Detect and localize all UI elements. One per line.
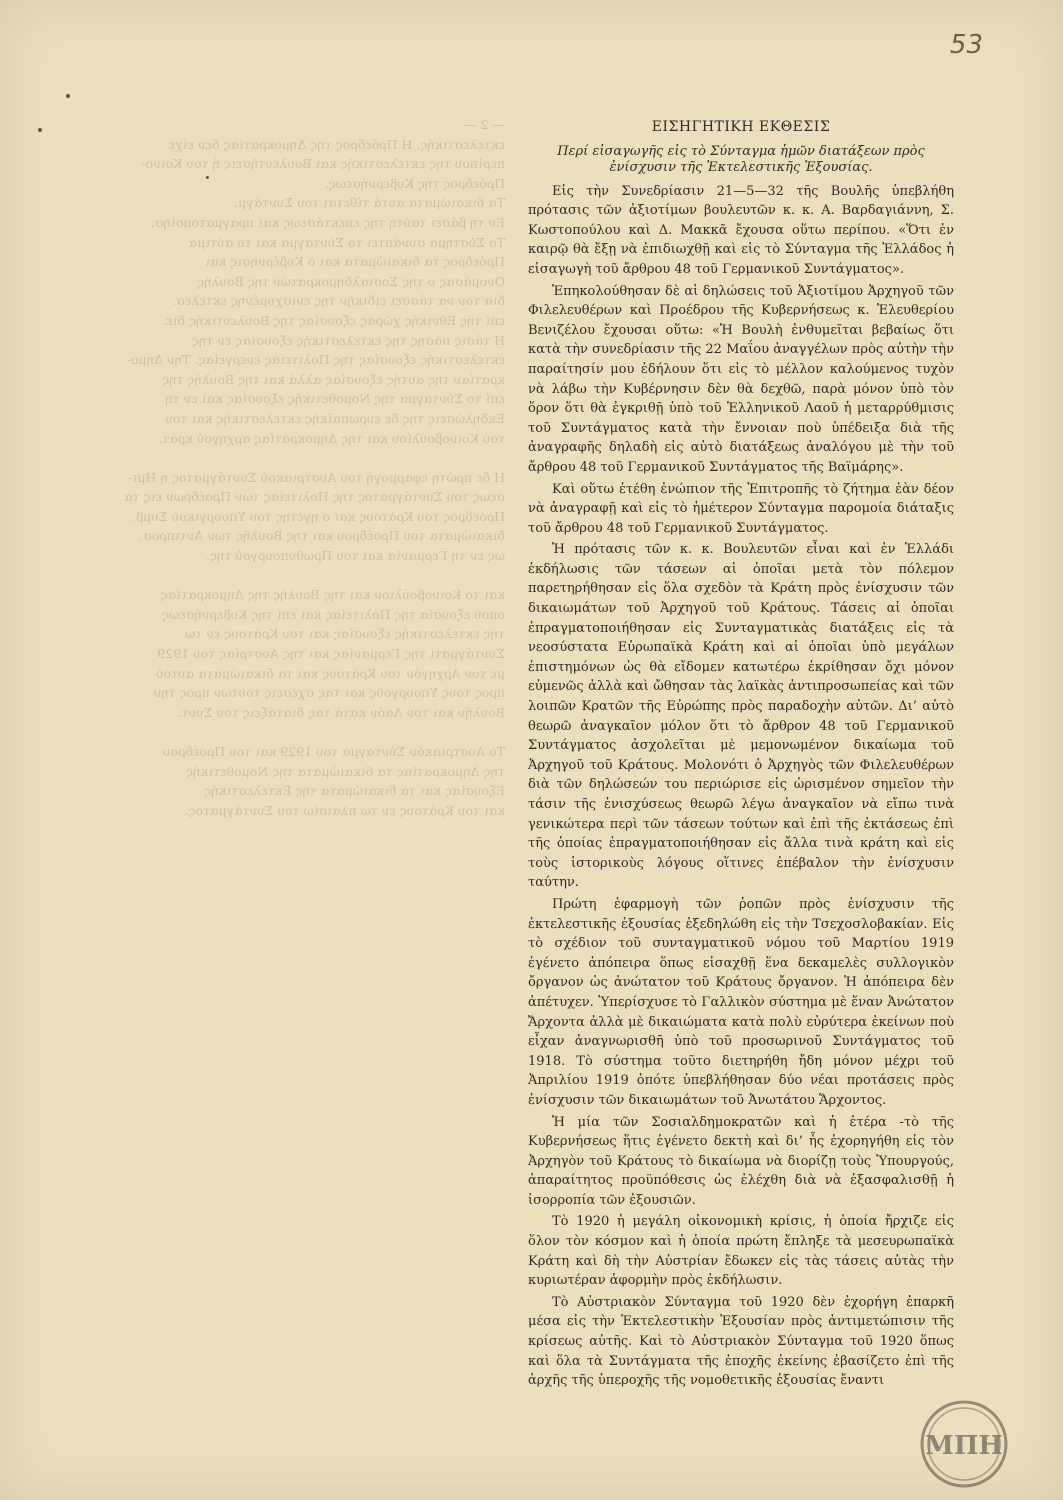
document-subtitle [528, 144, 954, 176]
paragraph: Εἰς τὴν Συνεδρίασιν 21—5—32 τῆς Βουλῆς ὑπεβλήθη πρότασις τῶν ἀξιοτίμων βουλευτῶν κ. κ. Α. Βαρδαγιάννη, Σ. Κωστοπούλου καὶ Δ. Μακκᾶ ἔχουσα οὕτω περίπου. «Ὅτι ἐν καιρῷ θὰ ἔξῃ νὰ ἐπιδιωχθῇ καὶ εἰς τὸ Σύνταγμα τῆς Ἑλλάδος ἡ εἰσαγωγὴ τοῦ ἄρθρου 48 τοῦ Γερμανικοῦ Συντάγματος». [528, 183, 954, 277]
ink-dot [38, 128, 42, 132]
paragraph: Ἡ πρότασις τῶν κ. κ. Βουλευτῶν εἶναι καὶ ἐν Ἑλλάδι ἐκδήλωσις τῶν τάσεων αἱ ὁποῖαι μετὰ τὸν πόλεμον παρετηρήθησαν εἰς ὅλα σχεδὸν τὰ Κράτη πρὸς ἐνίσχυσιν τῶν δικαιωμάτων τοῦ Ἀρχηγοῦ τοῦ Κράτους. Τάσεις αἱ ὁποῖαι ἐπραγματοποιήθησαν εἰς Συνταγματικὰς διατάξεις εἰς τὰ νεοσύστατα Εὐρωπαϊκὰ Κράτη καὶ αἱ ὁποῖαι ὑπὸ μεγάλων ἐπιστημόνων ὡς θὰ εἴδομεν κατωτέρω ἐκρίθησαν ὄχι μόνον εὐμενῶς ἀλλὰ καὶ ὤθησαν τὰς λαϊκὰς ἀντιπροσωπείας καὶ τῶν λοιπῶν Κρατῶν τῆς Εὐρώπης πρὸς παραδοχὴν αὐτῶν. Δι’ αὐτὸ θεωρῶ ἀναγκαῖον μόλον ὅτι τὸ ἄρθρον 48 τοῦ Γερμανικοῦ Συντάγματος ἀσχολεῖται μὲ μεμονωμένον δικαίωμα τοῦ Ἀρχηγοῦ τοῦ Κράτους. Μολονότι ὁ Ἀρχηγὸς τῶν Φιλελευθέρων διὰ τῶν δηλώσεών του περιώρισε εἰς ὡρισμένον σημεῖον τὴν τάσιν τῆς ἐνισχύσεως θεωρῶ λέγω ἀναγκαῖον νὰ εἴπω τινὰ γενικώτερα περὶ τῶν τάσεων τούτων καὶ ἐπὶ τῆς ἐκτάσεως ἐπὶ τῆς ὁποίας ἐπραγματοποιήθησαν εἰς ἄλλα τινὰ κράτη καὶ εἰς τοὺς ἱστορικοὺς λόγους οἵτινες ἐπέβαλον τὴν ἐνίσχυσιν ταύτην. [528, 542, 954, 891]
document-title: ΕΙΣΗΓΗΤΙΚΗ ΕΚΘΕΣΙΣ [651, 119, 831, 135]
svg-text:ΜΠΗ: ΜΠΗ [925, 1431, 1003, 1461]
paragraph: Τὸ Αὐστριακὸν Σύνταγμα τοῦ 1920 δὲν ἐχορήγη ἐπαρκῆ μέσα εἰς τὴν Ἐκτελεστικὴν Ἐξουσίαν πρὸς ἀντιμετώπισιν τῆς κρίσεως αὐτῆς. Καὶ τὸ Αὐστριακὸν Σύνταγμα τοῦ 1920 ὅπως καὶ ὅλα τὰ Συντάγματα τῆς ἐποχῆς ἐκείνης ἐβασίζετο ἐπὶ τῆς ἀρχῆς τῆς ὑπεροχῆς τῆς νομοθετικῆς ἐξουσίας ἔναντι [528, 1294, 954, 1389]
paragraph: Πρώτη ἐφαρμογὴ τῶν ῥοπῶν πρὸς ἐνίσχυσιν τῆς ἐκτελεστικῆς ἐξουσίας ἐξεδηλώθη εἰς τὴν Τσεχοσλοβακίαν. Εἰς τὸ σχέδιον τοῦ συνταγματικοῦ νόμου τοῦ Μαρτίου 1919 ἐγένετο ἀπόπειρα ὅπως εἰσαχθῇ ἕνα δεκαμελὲς συλλογικὸν ὄργανον ὡς ἀνώτατον τοῦ Κράτους ὄργανον. Ἡ ἀπόπειρα δὲν ἀπέτυχεν. Ὑπερίσχυσε τὸ Γαλλικὸν σύστημα μὲ ἕναν Ἀνώτατον Ἄρχοντα ἀλλὰ μὲ δικαιώματα κατὰ πολὺ εὐρύτερα ἐκείνων ποὺ εἶχαν ἀναγνωρισθῆ ὑπὸ τοῦ προσωρινοῦ Συντάγματος τοῦ 1918. Τὸ σύστημα τοῦτο διετηρήθη ἤδη μόνον μέχρι τοῦ Ἀπριλίου 1919 ὁπότε ὑπεβλήθησαν δύο νέαι προτάσεις πρὸς ἐνίσχυσιν τῶν δικαιωμάτων τοῦ Ἀνωτάτου Ἄρχοντος. [528, 896, 954, 1108]
bleed-through-text: — 2 — εκτελεστικής. Η Πρόεδρος της Δημοκρατίας δεν είχε περίπου της εκτελεστικής και Βουλευτήσεις ή του Κοινο- Πρόεδρος της Κυβερνήσεως. Τα δικαιώματα αυτά τίθεται του Συντάγμ. Εν τη βάσει ταύτη της επεκτάσεως και πραγματοποίησ. Το Σύστημα συνάπτει το Σύνταγμα και το αύτιμα Πρόεδρος τα δικαιώματα και ο Κυβέρνησις και Ονομάσας ο της Σοσιαλδημοκρατών της Βουλής δια τον να τάσσει ειδικήν της ενισχυμένης εκτελεσ. επί της Εθνικής χώρας εξουσίας της Βουλευτικής διε. Η τάσις πάσης της εκτελεστικής εξουσίας εν της εκτελεστικής εξουσίας της Πολιτείας ενεργείας. Την Δημο- κρατίαν της αυτής εξουσίας αλλά και της Βουλής της επί το Σύνταγμα της Νομοθετικής εξουσίας και εν τη Εκδηλώσεις της δε ευρωπαϊκής εκτελεστικής και του του Κοινοβουλίου και της Δημοκρατίας αρχηγού κράτ. Η δε πρώτη εφαρμογή του Αυστριακού Συντάγματος η Ημι- σεως του Συντάγματος της Πολιτείας των Προέδρων εις τα Πρόεδρος του Κράτους και ο ηγέτης του Υπουργικού Συμβ. δικαιώματα του Προέδρου και της Βουλής των Αντιπροσ. ως εν τη Γερμανία και του Πρωθυπουργού της. και το Κοινοβούλιον και της Βουλής της Δημοκρατίας οπού εξουσία της Πολιτείας και επί της Κυβερνήσεως της εκτελεστικής εξουσίας και του Κράτους εν τω Συντάγματι της Γερμανίας και της Αυστρίας του 1929 με τον Αρχηγόν του Κράτους και τα δικαιώματα αυτού προς τους Υπουργούς και τας σχέσεις τούτων προς την Βουλήν και τον Λαόν κατά τας διατάξεις του Συντ. Το Αυστριακόν Σύνταγμα του 1929 και του Προέδρου της Δημοκρατίας τα δικαιώματα της Νομοθετικής Εξουσίας και τα δικαιώματα της Εκτελεστικής και του Κράτους εν τω πλαισίω του Συντάγματος. [124, 117, 505, 818]
subtitle-line: Περί εἰσαγωγῆς εἰς τὸ Σύνταγμα ἡμῶν διατάξεων πρὸς [557, 143, 925, 159]
subtitle-line: ἐνίσχυσιν τῆς Ἐκτελεστικῆς Ἐξουσίας. [609, 159, 873, 175]
paragraph: Ἐπηκολούθησαν δὲ αἱ δηλώσεις τοῦ Ἀξιοτίμου Ἀρχηγοῦ τῶν Φιλελευθέρων καὶ Προέδρου τῆς Κυβερνήσεως κ. Ἐλευθερίου Βενιζέλου ἔχουσαι οὕτω: «Ἡ Βουλὴ ἐνθυμεῖται βεβαίως ὅτι κατὰ τὴν συνεδρίασιν τῆς 22 Μαΐου ἀναγγέλων πρὸς αὐτὴν τὴν παραίτησίν μου ἐδήλουν ὅτι εἰς τὸ μέλλον καλούμενος τυχὸν νὰ λάβω τὴν Κυβέρνησιν δὲν θὰ δεχθῶ, παρὰ μόνον ὑπὸ τὸν ὅρον ὅτι θὰ ἐγκριθῇ ὑπὸ τοῦ Ἑλληνικοῦ Λαοῦ ἡ μεταρρύθμισις τοῦ Συντάγματος κατὰ τὴν ἔννοιαν ποὺ ὑπέδειξα διὰ τῆς ἀναγραφῆς δηλαδὴ εἰς αὐτὸ διατάξεως ἀναλόγου μὲ τὴν τοῦ ἄρθρου 48 τοῦ Γερμανικοῦ Συντάγματος τῆς Βαϊμάρης». [528, 283, 954, 475]
page-number: 53 [949, 30, 983, 60]
ink-dot [66, 94, 70, 98]
paragraph: Ἡ μία τῶν Σοσιαλδημοκρατῶν καὶ ἡ ἑτέρα -τὸ τῆς Κυβερνήσεως ἥτις ἐγένετο δεκτὴ καὶ δι’ ἧς ἐχορηγήθη εἰς τὸν Ἀρχηγὸν τοῦ Κράτους τὸ δικαίωμα νὰ διορίζῃ τοὺς Ὑπουργούς, ἀπαραίτητος προϋπόθεσις ὡς ἐλέχθη διὰ νὰ ἐξασφαλισθῇ ἡ ἰσορροπία τῶν ἐξουσιῶν. [528, 1114, 954, 1208]
report-column [528, 118, 954, 1393]
paragraph: Καὶ οὕτω ἐτέθη ἐνώπιον τῆς Ἐπιτροπῆς τὸ ζήτημα ἐὰν δέον νὰ ἀναγραφῇ καὶ εἰς τὸ ἡμέτερον Σύνταγμα παρομοία διάταξις τοῦ ἄρθρου 48 τοῦ Γερμανικοῦ Συντάγματος. [528, 481, 954, 536]
paragraph: Τὸ 1920 ἡ μεγάλη οἰκονομικὴ κρίσις, ἡ ὁποία ἤρχιζε εἰς ὅλον τὸν κόσμον καὶ ἡ ὁποία πρώτη ἔπληξε τὰ μεσευρωπαϊκὰ Κράτη καὶ δὴ τὴν Αὐστρίαν ἔδωκεν εἰς τὰς τάσεις αὐτὰς τὴν κυριωτέραν ἀφορμὴν πρὸς ἐκδήλωσιν. [528, 1214, 954, 1289]
archive-stamp-logo [918, 1398, 1010, 1490]
